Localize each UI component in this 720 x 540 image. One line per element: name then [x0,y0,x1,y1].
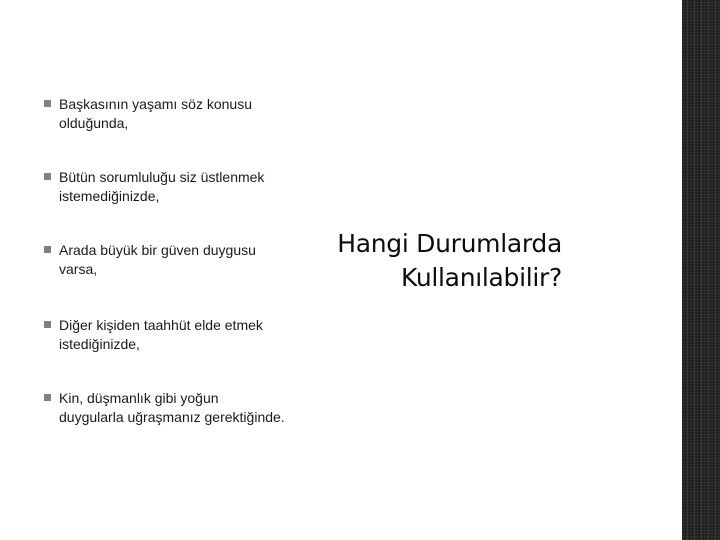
bullet-text: Kin, düşmanlık gibi yoğun duygularla uğraşmanız gerektiğinde. [59,390,285,425]
bullet-text: Başkasının yaşamı söz konusu olduğunda, [59,96,252,131]
decorative-side-strip [682,0,720,540]
slide-title: Hangi Durumlarda Kullanılabilir? [337,229,562,292]
square-bullet-icon [44,321,51,328]
square-bullet-icon [44,173,51,180]
bullet-item [44,95,344,133]
square-bullet-icon [44,394,51,401]
bullet-text: Diğer kişiden taahhüt elde etmek istediğinizde, [59,317,263,352]
bullet-item [44,168,344,206]
bullet-item [44,316,344,354]
bullet-text: Arada büyük bir güven duygusu varsa, [59,242,256,277]
bullet-item [44,389,344,427]
bullet-text: Bütün sorumluluğu siz üstlenmek istemediğinizde, [59,169,265,204]
square-bullet-icon [44,246,51,253]
square-bullet-icon [44,100,51,107]
